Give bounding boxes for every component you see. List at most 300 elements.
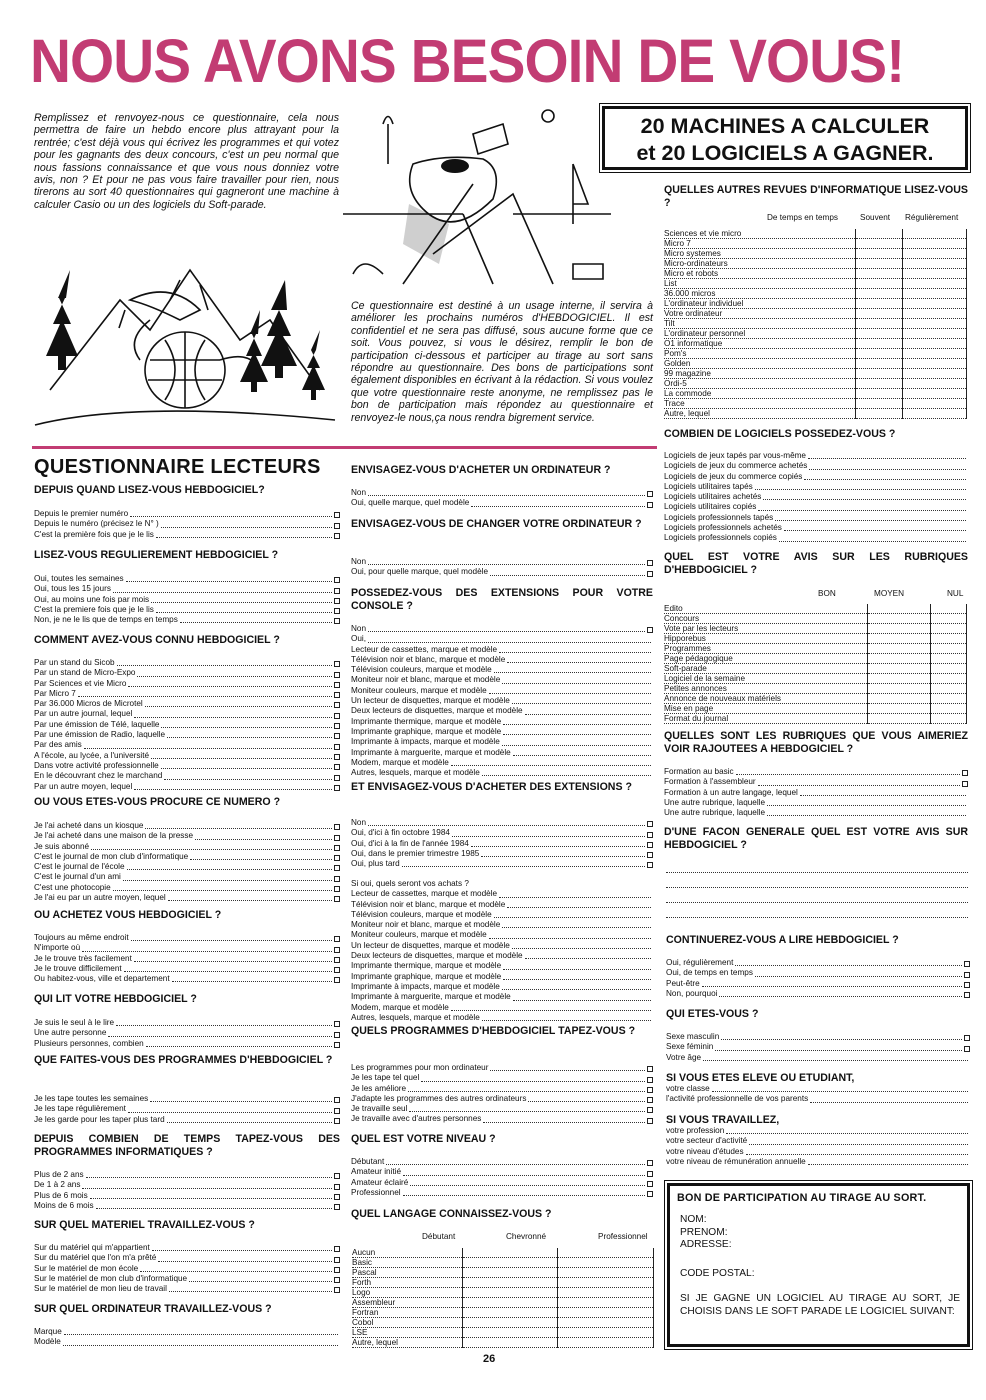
checkbox[interactable] xyxy=(647,502,653,508)
option-row[interactable] xyxy=(666,1042,970,1052)
option-row[interactable] xyxy=(34,821,340,831)
checkbox[interactable] xyxy=(964,1035,970,1041)
option-row[interactable] xyxy=(34,1115,340,1125)
checkbox[interactable] xyxy=(647,491,653,497)
grid-cell[interactable] xyxy=(903,359,967,369)
checkbox[interactable] xyxy=(334,682,340,688)
checkbox[interactable] xyxy=(334,1042,340,1048)
grid-cell[interactable] xyxy=(558,1338,654,1348)
option-row[interactable] xyxy=(351,717,653,727)
option-row[interactable] xyxy=(351,1084,653,1094)
grid-cell[interactable] xyxy=(856,399,903,409)
grid-cell[interactable] xyxy=(903,299,967,309)
option-row[interactable] xyxy=(351,1114,653,1124)
option-row[interactable] xyxy=(34,658,340,668)
option-row[interactable] xyxy=(666,1147,970,1157)
grid-cell[interactable] xyxy=(462,1288,558,1298)
grid-cell[interactable] xyxy=(868,644,931,654)
checkbox[interactable] xyxy=(647,1181,653,1187)
grid-cell[interactable] xyxy=(856,379,903,389)
option-row[interactable] xyxy=(34,509,340,519)
grid-cell[interactable] xyxy=(558,1278,654,1288)
grid-cell[interactable] xyxy=(903,239,967,249)
option-row[interactable] xyxy=(664,777,968,787)
checkbox[interactable] xyxy=(964,972,970,978)
option-row[interactable] xyxy=(351,737,653,747)
option-row[interactable] xyxy=(34,679,340,689)
grid-cell[interactable] xyxy=(868,674,931,684)
dotted-leader xyxy=(134,717,332,718)
grid-cell[interactable] xyxy=(558,1308,654,1318)
grid-cell[interactable] xyxy=(903,309,967,319)
grid-cell[interactable] xyxy=(868,714,931,724)
grid-cell[interactable] xyxy=(931,664,967,674)
option-row[interactable] xyxy=(34,964,340,974)
option-row[interactable] xyxy=(34,782,340,792)
option-row[interactable] xyxy=(351,818,653,828)
option-row[interactable] xyxy=(34,740,340,750)
option-row[interactable] xyxy=(664,492,968,502)
checkbox[interactable] xyxy=(647,842,653,848)
grid-cell[interactable] xyxy=(462,1338,558,1348)
option-row[interactable] xyxy=(34,584,340,594)
checkbox[interactable] xyxy=(647,1087,653,1093)
prenom-field[interactable]: PRENOM: xyxy=(680,1226,728,1238)
checkbox[interactable] xyxy=(334,1246,340,1252)
option-row[interactable] xyxy=(664,482,968,492)
checkbox[interactable] xyxy=(647,852,653,858)
q-programmes-tapez: QUELS PROGRAMMES D'HEBDOGICIEL TAPEZ-VOUS ? xyxy=(351,1025,636,1037)
grid-cell[interactable] xyxy=(856,289,903,299)
option-row[interactable] xyxy=(34,1180,340,1190)
grid-cell[interactable] xyxy=(903,409,967,419)
option-row[interactable] xyxy=(351,972,653,982)
checkbox[interactable] xyxy=(334,845,340,851)
option-row[interactable] xyxy=(34,862,340,872)
grid-cell[interactable] xyxy=(856,259,903,269)
option-row[interactable] xyxy=(34,1327,340,1337)
option-row[interactable] xyxy=(34,1201,340,1211)
avis-lines[interactable] xyxy=(666,858,968,918)
checkbox[interactable] xyxy=(334,723,340,729)
logiciel-choice[interactable]: SI JE GAGNE UN LOGICIEL AU TIRAGE AU SORT, JE CHOISIS DANS LE SOFT PARADE LE LOGICIEL SUIVANT: xyxy=(680,1293,960,1317)
grid-cell[interactable] xyxy=(931,684,967,694)
checkbox[interactable] xyxy=(964,1046,970,1052)
checkbox[interactable] xyxy=(334,588,340,594)
option-row[interactable] xyxy=(351,634,653,644)
option-row[interactable] xyxy=(351,920,653,930)
grid-cell[interactable] xyxy=(462,1298,558,1308)
grid-cell[interactable] xyxy=(856,249,903,259)
checkbox[interactable] xyxy=(334,936,340,942)
checkbox[interactable] xyxy=(334,896,340,902)
grid-cell[interactable] xyxy=(856,329,903,339)
option-row[interactable] xyxy=(34,720,340,730)
grid-cell[interactable] xyxy=(868,634,931,644)
checkbox[interactable] xyxy=(334,598,340,604)
grid-cell[interactable] xyxy=(931,674,967,684)
checkbox[interactable] xyxy=(334,1257,340,1263)
checkbox[interactable] xyxy=(334,672,340,678)
grid-cell[interactable] xyxy=(903,349,967,359)
checkbox[interactable] xyxy=(962,770,968,776)
grid-cell[interactable] xyxy=(868,684,931,694)
grid-cell[interactable] xyxy=(462,1248,558,1258)
option-row[interactable] xyxy=(351,1167,653,1177)
option-row[interactable] xyxy=(666,1157,970,1167)
checkbox[interactable] xyxy=(334,957,340,963)
option-row[interactable] xyxy=(34,1104,340,1114)
checkbox[interactable] xyxy=(334,512,340,518)
option-row[interactable] xyxy=(664,533,968,543)
option-row[interactable] xyxy=(351,930,653,940)
option-row[interactable] xyxy=(351,982,653,992)
option-row[interactable] xyxy=(351,665,653,675)
option-row[interactable] xyxy=(34,1264,340,1274)
option-row[interactable] xyxy=(34,1243,340,1253)
option-row[interactable] xyxy=(351,839,653,849)
option-row[interactable] xyxy=(351,910,653,920)
grid-cell[interactable] xyxy=(558,1288,654,1298)
option-row[interactable] xyxy=(664,461,968,471)
grid-cell[interactable] xyxy=(856,309,903,319)
grid-cell[interactable] xyxy=(558,1248,654,1258)
option-row[interactable] xyxy=(666,1136,970,1146)
option-row[interactable] xyxy=(34,954,340,964)
checkbox[interactable] xyxy=(334,764,340,770)
grid-cell[interactable] xyxy=(868,704,931,714)
grid-cell[interactable] xyxy=(903,289,967,299)
option-row[interactable] xyxy=(666,1126,970,1136)
option-row[interactable] xyxy=(666,989,970,999)
grid-cell[interactable] xyxy=(903,269,967,279)
option-row[interactable] xyxy=(351,1104,653,1114)
option-row[interactable] xyxy=(34,883,340,893)
option-row[interactable] xyxy=(34,1253,340,1263)
option-row[interactable] xyxy=(34,831,340,841)
checkbox[interactable] xyxy=(334,886,340,892)
grid-cell[interactable] xyxy=(931,694,967,704)
option-row[interactable] xyxy=(351,849,653,859)
option-row[interactable] xyxy=(34,974,340,984)
option-row[interactable] xyxy=(34,1018,340,1028)
option-row[interactable] xyxy=(34,771,340,781)
grid-cell[interactable] xyxy=(856,409,903,419)
option-row[interactable] xyxy=(351,1094,653,1104)
option-row[interactable] xyxy=(351,859,653,869)
checkbox[interactable] xyxy=(334,754,340,760)
option-row[interactable] xyxy=(34,595,340,605)
nom-field[interactable]: NOM: xyxy=(680,1214,707,1225)
checkbox[interactable] xyxy=(647,821,653,827)
dotted-leader xyxy=(490,1070,645,1071)
option-row[interactable] xyxy=(34,852,340,862)
option-row[interactable] xyxy=(34,574,340,584)
grid-cell[interactable] xyxy=(856,279,903,289)
checkbox[interactable] xyxy=(334,713,340,719)
checkbox[interactable] xyxy=(647,1077,653,1083)
checkbox[interactable] xyxy=(334,1118,340,1124)
option-row[interactable] xyxy=(34,1094,340,1104)
checkbox[interactable] xyxy=(334,618,340,624)
option-row[interactable] xyxy=(34,761,340,771)
option-row[interactable] xyxy=(351,768,653,778)
grid-cell[interactable] xyxy=(931,654,967,664)
grid-cell[interactable] xyxy=(462,1258,558,1268)
checkbox[interactable] xyxy=(334,1021,340,1027)
grid-cell[interactable] xyxy=(868,624,931,634)
grid-cell[interactable] xyxy=(856,339,903,349)
grid-cell[interactable] xyxy=(903,229,967,239)
grid-row xyxy=(664,239,967,249)
checkbox[interactable] xyxy=(334,824,340,830)
option-row[interactable] xyxy=(34,872,340,882)
checkbox[interactable] xyxy=(334,661,340,667)
option-row[interactable] xyxy=(664,451,968,461)
option-row[interactable] xyxy=(351,992,653,1002)
option-row[interactable] xyxy=(34,689,340,699)
option-row[interactable] xyxy=(351,706,653,716)
option-row[interactable] xyxy=(351,727,653,737)
grid-cell[interactable] xyxy=(462,1308,558,1318)
checkbox[interactable] xyxy=(334,744,340,750)
checkbox[interactable] xyxy=(964,961,970,967)
grid-cell[interactable] xyxy=(931,614,967,624)
option-label: votre niveau d'études xyxy=(666,1146,744,1156)
option-row[interactable] xyxy=(351,879,653,889)
option-row[interactable] xyxy=(34,709,340,719)
code-postal-field[interactable]: CODE POSTAL: xyxy=(680,1267,755,1279)
grid-cell[interactable] xyxy=(903,389,967,399)
grid-cell[interactable] xyxy=(856,269,903,279)
option-row[interactable] xyxy=(351,951,653,961)
option-row[interactable] xyxy=(34,530,340,540)
option-row[interactable] xyxy=(34,1274,340,1284)
checkbox[interactable] xyxy=(647,560,653,566)
grid-cell[interactable] xyxy=(856,349,903,359)
option-row[interactable] xyxy=(351,1188,653,1198)
checkbox[interactable] xyxy=(334,692,340,698)
option-row[interactable] xyxy=(664,523,968,533)
adresse-field[interactable]: ADRESSE: xyxy=(680,1239,732,1250)
option-row[interactable] xyxy=(34,751,340,761)
grid-cell[interactable] xyxy=(868,694,931,704)
grid-cell[interactable] xyxy=(856,299,903,309)
checkbox[interactable] xyxy=(647,1171,653,1177)
option-row[interactable] xyxy=(666,1094,970,1104)
option-row[interactable] xyxy=(666,958,970,968)
grid-cell[interactable] xyxy=(931,714,967,724)
option-row[interactable] xyxy=(34,605,340,615)
grid-cell[interactable] xyxy=(903,249,967,259)
checkbox[interactable] xyxy=(647,1191,653,1197)
checkbox[interactable] xyxy=(334,1267,340,1273)
option-row[interactable] xyxy=(34,893,340,903)
grid-cell[interactable] xyxy=(856,319,903,329)
option-row[interactable] xyxy=(34,842,340,852)
grid-cell[interactable] xyxy=(931,604,967,614)
grid-cell[interactable] xyxy=(931,634,967,644)
option-row[interactable] xyxy=(351,498,653,508)
checkbox[interactable] xyxy=(334,1032,340,1038)
option-row[interactable] xyxy=(666,1053,970,1063)
checkbox[interactable] xyxy=(334,865,340,871)
option-row[interactable] xyxy=(664,788,968,798)
option-label: Télévision couleurs, marque et modèle xyxy=(351,665,492,675)
checkbox[interactable] xyxy=(647,1066,653,1072)
option-row[interactable] xyxy=(34,1284,340,1294)
option-row[interactable] xyxy=(34,699,340,709)
option-row[interactable] xyxy=(351,961,653,971)
checkbox[interactable] xyxy=(962,781,968,787)
grid-cell[interactable] xyxy=(903,369,967,379)
grid-cell[interactable] xyxy=(558,1268,654,1278)
option-row[interactable] xyxy=(666,1032,970,1042)
checkbox[interactable] xyxy=(647,832,653,838)
grid-cell[interactable] xyxy=(558,1298,654,1308)
checkbox[interactable] xyxy=(334,967,340,973)
option-row[interactable] xyxy=(34,1039,340,1049)
checkbox[interactable] xyxy=(334,775,340,781)
grid-cell[interactable] xyxy=(558,1318,654,1328)
q-avis-rubriques: QUEL EST VOTRE AVIS SUR LES RUBRIQUES D'HEBDOGICIEL ? xyxy=(664,551,968,576)
option-row[interactable] xyxy=(351,675,653,685)
grid-cell[interactable] xyxy=(931,624,967,634)
option-row[interactable] xyxy=(351,889,653,899)
grid-cell[interactable] xyxy=(903,319,967,329)
grid-cell[interactable] xyxy=(903,329,967,339)
checkbox[interactable] xyxy=(334,855,340,861)
grid-cell[interactable] xyxy=(903,339,967,349)
checkbox[interactable] xyxy=(964,982,970,988)
option-row[interactable] xyxy=(351,748,653,758)
option-row[interactable] xyxy=(351,488,653,498)
checkbox[interactable] xyxy=(334,1097,340,1103)
grid-cell[interactable] xyxy=(558,1258,654,1268)
checkbox[interactable] xyxy=(334,947,340,953)
grid-cell[interactable] xyxy=(462,1268,558,1278)
option-row[interactable] xyxy=(666,979,970,989)
grid-cell[interactable] xyxy=(856,229,903,239)
checkbox[interactable] xyxy=(647,862,653,868)
option-row[interactable] xyxy=(351,1003,653,1013)
option-row[interactable] xyxy=(34,933,340,943)
option-row[interactable] xyxy=(351,1013,653,1023)
checkbox[interactable] xyxy=(334,523,340,529)
option-row[interactable] xyxy=(351,696,653,706)
option-row[interactable] xyxy=(666,1084,970,1094)
checkbox[interactable] xyxy=(334,1173,340,1179)
option-row[interactable] xyxy=(34,943,340,953)
checkbox[interactable] xyxy=(334,733,340,739)
grid-cell[interactable] xyxy=(462,1328,558,1338)
option-row[interactable] xyxy=(351,567,653,577)
grid-cell[interactable] xyxy=(903,259,967,269)
option-row[interactable] xyxy=(351,686,653,696)
option-row[interactable] xyxy=(351,758,653,768)
checkbox[interactable] xyxy=(334,1108,340,1114)
option-row[interactable] xyxy=(34,730,340,740)
option-row[interactable] xyxy=(351,645,653,655)
grid-cell[interactable] xyxy=(903,399,967,409)
option-row[interactable] xyxy=(351,1063,653,1073)
grid-cell[interactable] xyxy=(856,239,903,249)
grid-cell[interactable] xyxy=(856,369,903,379)
option-row[interactable] xyxy=(34,1028,340,1038)
option-row[interactable] xyxy=(666,968,970,978)
checkbox[interactable] xyxy=(647,1107,653,1113)
grid-cell[interactable] xyxy=(868,654,931,664)
option-row[interactable] xyxy=(351,655,653,665)
checkbox[interactable] xyxy=(647,1097,653,1103)
option-row[interactable] xyxy=(664,798,968,808)
option-row[interactable] xyxy=(351,557,653,567)
option-row[interactable] xyxy=(34,1337,340,1347)
grid-cell[interactable] xyxy=(868,604,931,614)
checkbox[interactable] xyxy=(334,1194,340,1200)
option-row[interactable] xyxy=(664,767,968,777)
checkbox[interactable] xyxy=(334,785,340,791)
option-row[interactable] xyxy=(351,941,653,951)
checkbox[interactable] xyxy=(334,876,340,882)
option-row[interactable] xyxy=(351,1157,653,1167)
checkbox[interactable] xyxy=(647,1118,653,1124)
option-row[interactable] xyxy=(34,1191,340,1201)
grid-cell[interactable] xyxy=(856,389,903,399)
checkbox[interactable] xyxy=(647,571,653,577)
option-row[interactable] xyxy=(351,1073,653,1083)
grid-cell[interactable] xyxy=(903,379,967,389)
option-row[interactable] xyxy=(34,1170,340,1180)
checkbox[interactable] xyxy=(334,533,340,539)
grid-cell[interactable] xyxy=(903,279,967,289)
option-label: Par un stand du Sicob xyxy=(34,658,115,667)
option-row[interactable] xyxy=(34,519,340,529)
checkbox[interactable] xyxy=(334,577,340,583)
checkbox[interactable] xyxy=(964,992,970,998)
option-row[interactable] xyxy=(664,808,968,818)
option-row[interactable] xyxy=(351,900,653,910)
option-row[interactable] xyxy=(34,668,340,678)
option-row[interactable] xyxy=(34,615,340,625)
grid-cell[interactable] xyxy=(558,1328,654,1338)
grid-cell[interactable] xyxy=(856,359,903,369)
checkbox[interactable] xyxy=(647,627,653,633)
option-label: Plus de 2 ans xyxy=(34,1170,84,1179)
checkbox[interactable] xyxy=(334,977,340,983)
option-row[interactable] xyxy=(351,624,653,634)
grid-cell[interactable] xyxy=(868,614,931,624)
grid-cell[interactable] xyxy=(462,1318,558,1328)
grid-cell[interactable] xyxy=(462,1278,558,1288)
checkbox[interactable] xyxy=(334,608,340,614)
option-row[interactable] xyxy=(351,828,653,838)
option-row[interactable] xyxy=(664,513,968,523)
checkbox[interactable] xyxy=(334,835,340,841)
checkbox[interactable] xyxy=(647,1160,653,1166)
grid-cell[interactable] xyxy=(931,704,967,714)
checkbox[interactable] xyxy=(334,1287,340,1293)
checkbox[interactable] xyxy=(334,1184,340,1190)
grid-cell[interactable] xyxy=(931,644,967,654)
grid-cell[interactable] xyxy=(868,664,931,674)
option-row[interactable] xyxy=(664,472,968,482)
option-row[interactable] xyxy=(351,1178,653,1188)
checkbox[interactable] xyxy=(334,1277,340,1283)
option-row[interactable] xyxy=(664,502,968,512)
checkbox[interactable] xyxy=(334,1204,340,1210)
checkbox[interactable] xyxy=(334,702,340,708)
